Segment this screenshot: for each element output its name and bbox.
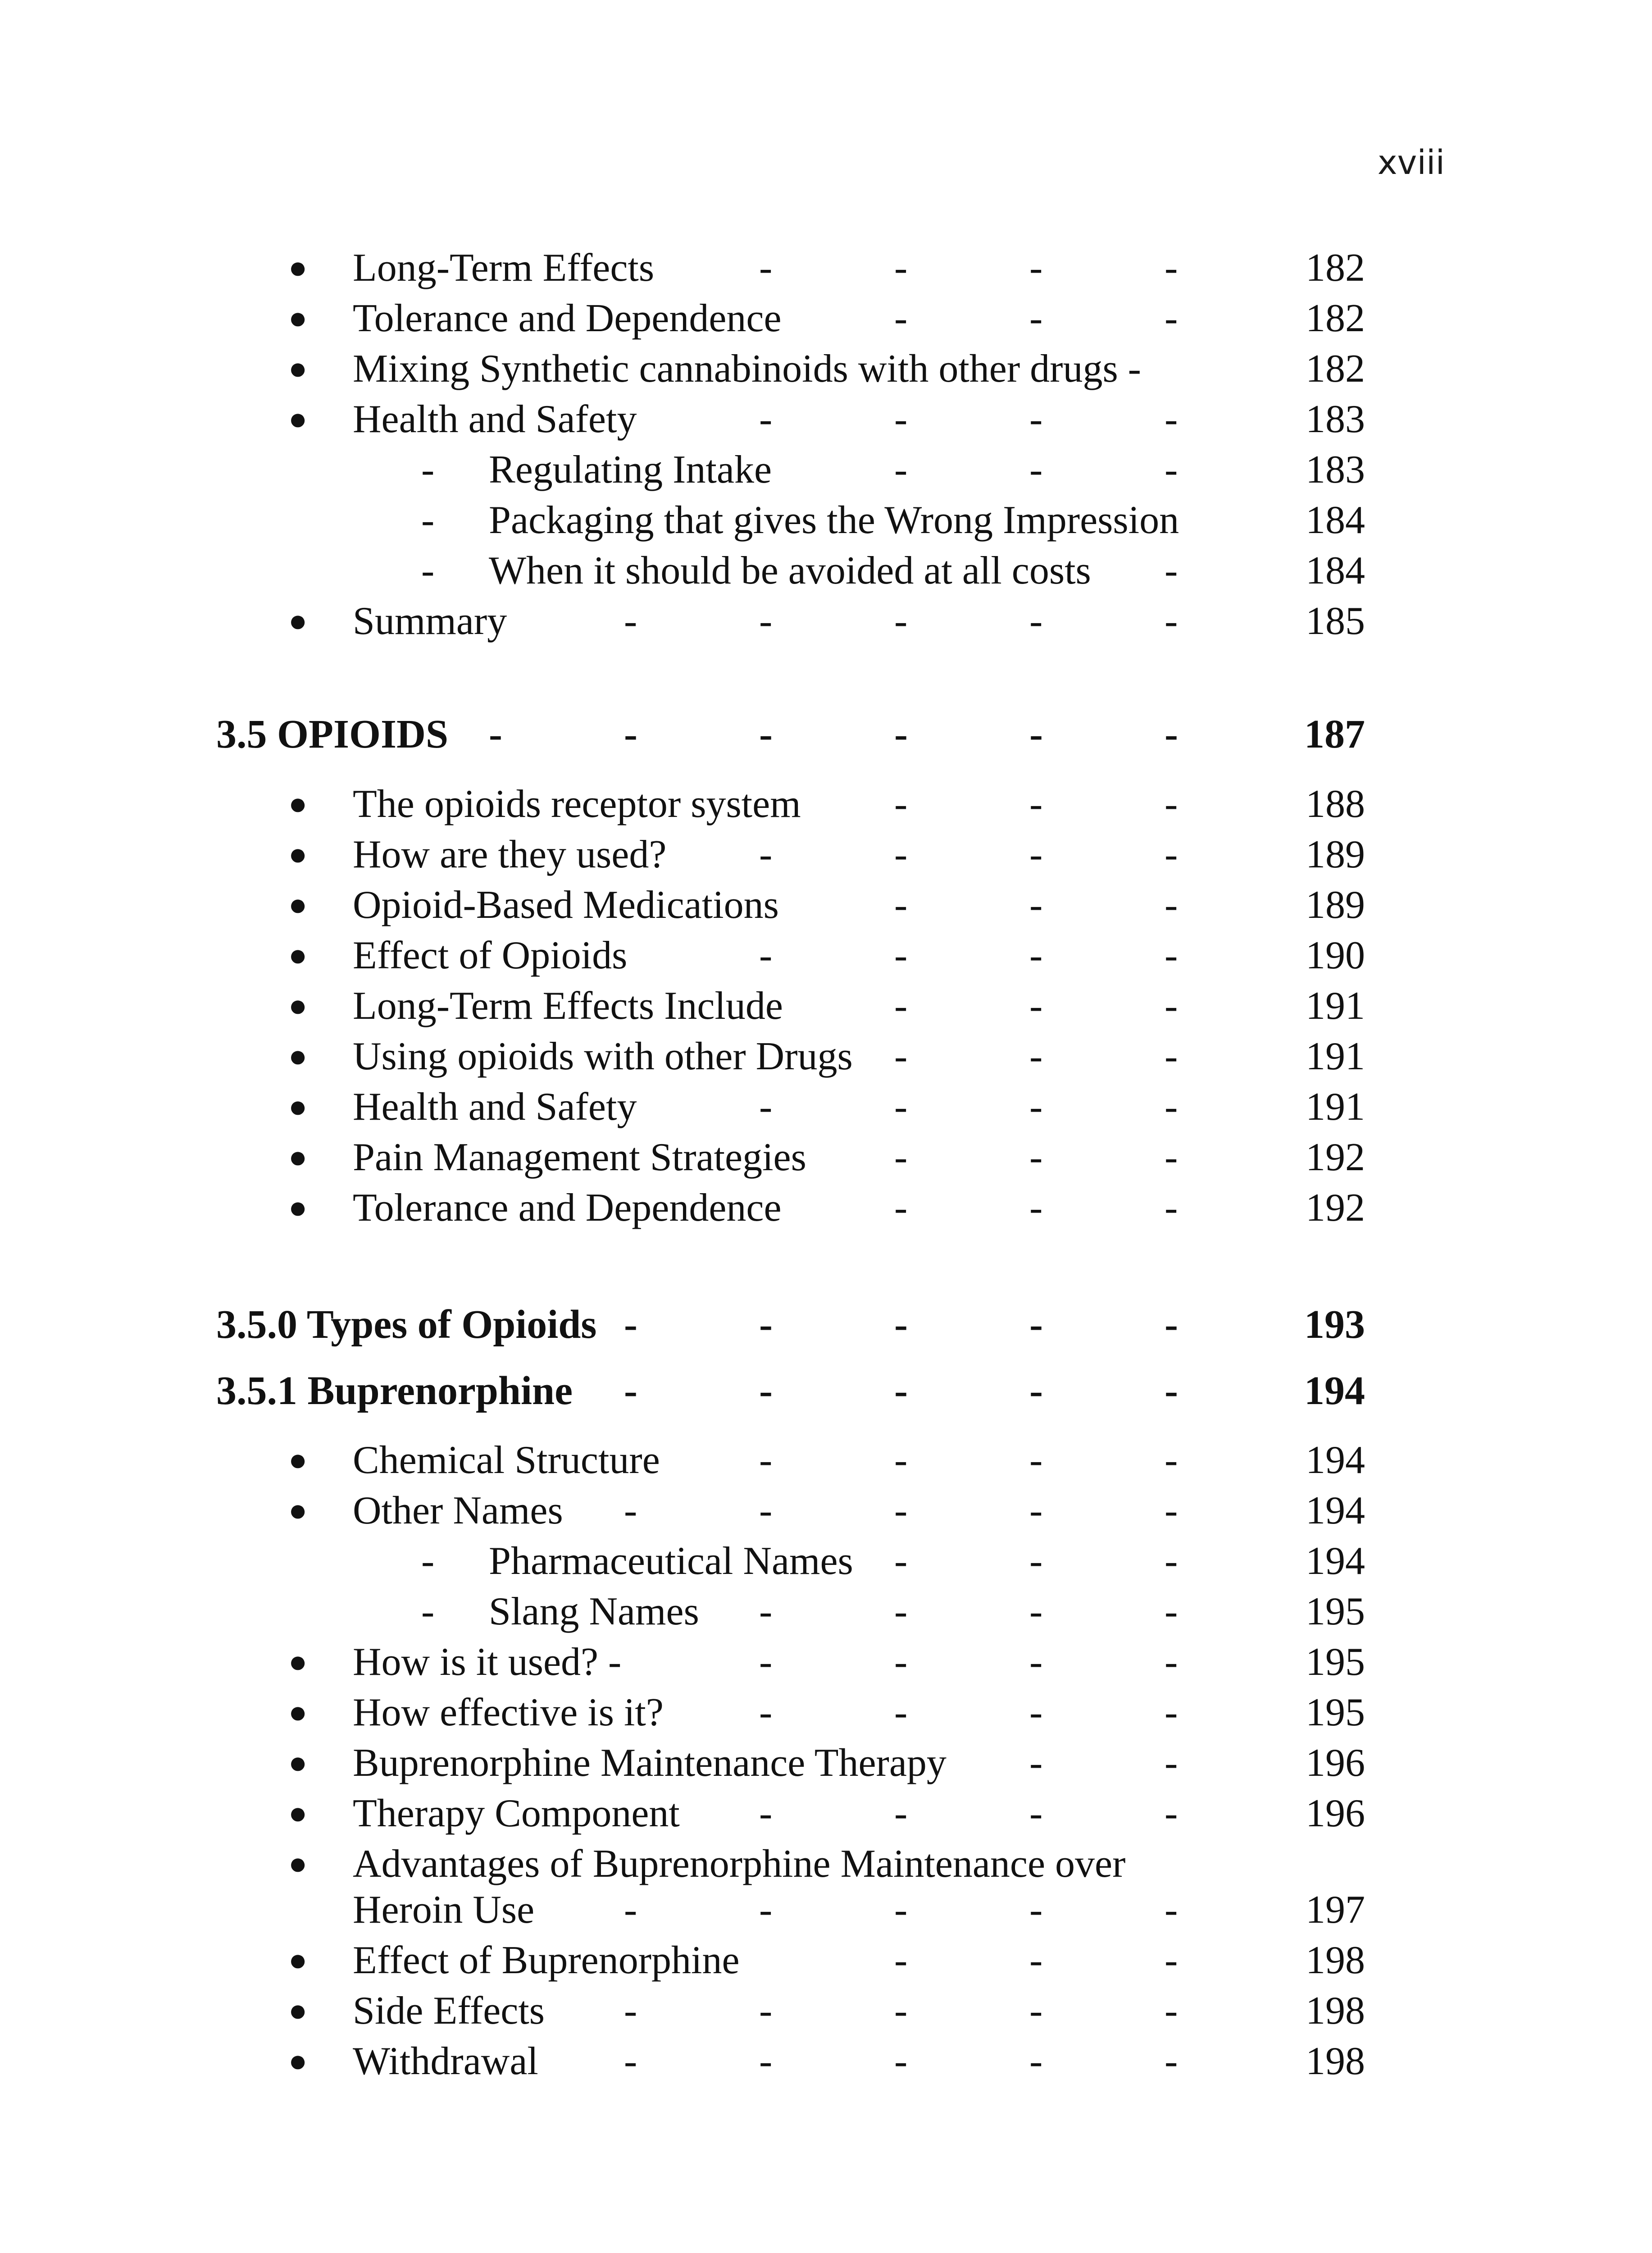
- leader-dash: -: [894, 1302, 908, 1347]
- leader-dash: -: [1165, 1438, 1178, 1482]
- leader-dash: -: [1029, 448, 1043, 492]
- toc-entry: [0, 931, 1652, 981]
- leader-dash: -: [1165, 296, 1178, 340]
- bullet-icon: ●: [288, 1645, 308, 1679]
- toc-entry: [0, 1082, 1652, 1132]
- leader-dash: -: [759, 246, 773, 290]
- leader-dash: -: [894, 448, 908, 492]
- toc-entry-label: Tolerance and Dependence: [353, 296, 782, 340]
- toc-page-number: 191: [1306, 1035, 1365, 1078]
- leader-dash: -: [1029, 296, 1043, 340]
- leader-dash: -: [894, 1691, 908, 1734]
- leader-dash: -: [759, 833, 773, 876]
- toc-page-number: 192: [1306, 1136, 1365, 1179]
- toc-entry: [0, 1637, 1652, 1687]
- leader-dash: -: [1029, 833, 1043, 876]
- toc-page-number: 193: [1304, 1302, 1365, 1347]
- leader-dash: -: [1029, 1741, 1043, 1785]
- toc-entry-label: The opioids receptor system: [353, 782, 801, 826]
- toc-entry-label: Other Names: [353, 1489, 563, 1532]
- leader-dash: -: [759, 1085, 773, 1129]
- toc-page-number: 183: [1306, 448, 1365, 492]
- toc-entry-label: 3.5 OPIOIDS: [216, 712, 449, 757]
- bullet-icon: ●: [288, 1847, 308, 1881]
- leader-dash: -: [894, 934, 908, 977]
- toc-page-number: 191: [1306, 1085, 1365, 1129]
- leader-dash: -: [1165, 246, 1178, 290]
- toc-entry: [0, 1688, 1652, 1738]
- toc-heading: [0, 710, 1652, 759]
- toc-entry: [0, 1986, 1652, 2036]
- sub-item-dash-icon: -: [421, 448, 435, 492]
- toc-entry: [0, 1032, 1652, 1081]
- leader-dash: -: [1165, 1136, 1178, 1179]
- toc-entry: [0, 395, 1652, 444]
- bullet-icon: ●: [288, 1090, 308, 1124]
- toc-entry: [0, 1885, 1652, 1935]
- leader-dash: -: [759, 397, 773, 441]
- toc-entry-label: Summary: [353, 599, 507, 643]
- leader-dash: -: [1029, 1539, 1043, 1583]
- leader-dash: -: [759, 1792, 773, 1835]
- toc-entry-label: Long-Term Effects: [353, 246, 655, 290]
- toc-entry: [0, 1133, 1652, 1182]
- toc-entry-label: Packaging that gives the Wrong Impression: [489, 498, 1179, 542]
- leader-dash: -: [1165, 1186, 1178, 1230]
- toc-entry-label: Buprenorphine Maintenance Therapy: [353, 1741, 947, 1785]
- toc-entry: [0, 496, 1652, 545]
- leader-dash: -: [1029, 1186, 1043, 1230]
- leader-dash: -: [1029, 397, 1043, 441]
- leader-dash: -: [894, 296, 908, 340]
- toc-page-number: 190: [1306, 934, 1365, 977]
- leader-dash: -: [1165, 2039, 1178, 2083]
- leader-dash: -: [1165, 1302, 1178, 1347]
- leader-dash: -: [1165, 712, 1178, 757]
- leader-dash: -: [894, 2039, 908, 2083]
- leader-dash: -: [1029, 883, 1043, 927]
- leader-dash: -: [624, 1489, 637, 1532]
- leader-dash: -: [1165, 1368, 1178, 1413]
- toc-heading: [0, 1300, 1652, 1350]
- toc-entry: [0, 243, 1652, 293]
- toc-heading: [0, 1366, 1652, 1416]
- toc-entry: [0, 981, 1652, 1031]
- sub-item-dash-icon: -: [421, 549, 435, 593]
- toc-entry: [0, 1839, 1652, 1889]
- toc-entry-label: How is it used? -: [353, 1640, 622, 1684]
- leader-dash: -: [759, 712, 773, 757]
- leader-dash: -: [894, 883, 908, 927]
- toc-entry: [0, 780, 1652, 829]
- toc-page-number: 184: [1306, 549, 1365, 593]
- leader-dash: -: [1029, 934, 1043, 977]
- leader-dash: -: [1165, 833, 1178, 876]
- toc-page-number: 187: [1304, 712, 1365, 757]
- leader-dash: -: [1165, 397, 1178, 441]
- leader-dash: -: [1029, 599, 1043, 643]
- leader-dash: -: [1029, 1640, 1043, 1684]
- toc-page-number: 198: [1306, 1989, 1365, 2033]
- toc-page-number: 192: [1306, 1186, 1365, 1230]
- bullet-icon: ●: [288, 1943, 308, 1978]
- toc-entry: [0, 1486, 1652, 1536]
- leader-dash: -: [1165, 549, 1178, 593]
- bullet-icon: ●: [288, 2044, 308, 2079]
- leader-dash: -: [894, 397, 908, 441]
- bullet-icon: ●: [288, 1746, 308, 1780]
- bullet-icon: ●: [288, 989, 308, 1023]
- leader-dash: -: [1165, 599, 1178, 643]
- toc-entry: [0, 344, 1652, 394]
- toc-entry-label: Withdrawal: [353, 2039, 538, 2083]
- bullet-icon: ●: [288, 1039, 308, 1074]
- leader-dash: -: [759, 2039, 773, 2083]
- leader-dash: -: [759, 1888, 773, 1932]
- leader-dash: -: [1165, 1691, 1178, 1734]
- leader-dash: -: [1165, 1085, 1178, 1129]
- leader-dash: -: [1165, 448, 1178, 492]
- leader-dash: -: [1165, 1590, 1178, 1633]
- leader-dash: -: [894, 1136, 908, 1179]
- toc-page-number: 195: [1306, 1590, 1365, 1633]
- leader-dash: -: [624, 2039, 637, 2083]
- toc-page-number: 183: [1306, 397, 1365, 441]
- toc-entry-label: Advantages of Buprenorphine Maintenance over: [353, 1842, 1126, 1886]
- toc-page-number: 189: [1306, 883, 1365, 927]
- bullet-icon: ●: [288, 1993, 308, 2028]
- bullet-icon: ●: [288, 1796, 308, 1831]
- toc-entry-label: Slang Names: [489, 1590, 699, 1633]
- leader-dash: -: [1165, 1741, 1178, 1785]
- leader-dash: -: [1165, 1539, 1178, 1583]
- toc-page-number: 194: [1304, 1368, 1365, 1413]
- leader-dash: -: [759, 1989, 773, 2033]
- leader-dash: -: [894, 246, 908, 290]
- sub-item-dash-icon: -: [421, 1539, 435, 1583]
- leader-dash: -: [1029, 1438, 1043, 1482]
- leader-dash: -: [624, 712, 637, 757]
- page-number: xviii: [1377, 143, 1445, 182]
- toc-page-number: 191: [1306, 984, 1365, 1028]
- toc-entry-label: 3.5.0 Types of Opioids: [216, 1302, 597, 1347]
- leader-dash: -: [1029, 984, 1043, 1028]
- toc-entry-label: Tolerance and Dependence: [353, 1186, 782, 1230]
- leader-dash: -: [1029, 1792, 1043, 1835]
- leader-dash: -: [1165, 1989, 1178, 2033]
- toc-entry: [0, 445, 1652, 495]
- toc-entry-label: How effective is it?: [353, 1691, 664, 1734]
- toc-entry-label: Mixing Synthetic cannabinoids with other drugs -: [353, 347, 1141, 391]
- leader-dash: -: [894, 1888, 908, 1932]
- leader-dash: -: [894, 1989, 908, 2033]
- leader-dash: -: [1165, 883, 1178, 927]
- leader-dash: -: [759, 599, 773, 643]
- leader-dash: -: [894, 1539, 908, 1583]
- leader-dash: -: [1165, 1489, 1178, 1532]
- toc-page-number: 185: [1306, 599, 1365, 643]
- toc-entry: [0, 1936, 1652, 1985]
- bullet-icon: ●: [288, 251, 308, 285]
- leader-dash: -: [894, 712, 908, 757]
- toc-entry: [0, 294, 1652, 343]
- leader-dash: -: [624, 1368, 637, 1413]
- leader-dash: -: [1029, 1888, 1043, 1932]
- leader-dash: -: [894, 833, 908, 876]
- toc-entry-label: Pharmaceutical Names: [489, 1539, 853, 1583]
- leader-dash: -: [1029, 1136, 1043, 1179]
- toc-entry-label: 3.5.1 Buprenorphine: [216, 1368, 573, 1413]
- toc-page-number: 182: [1306, 246, 1365, 290]
- toc-entry-label: Pain Management Strategies: [353, 1136, 806, 1179]
- leader-dash: -: [759, 1368, 773, 1413]
- leader-dash: -: [1029, 1035, 1043, 1078]
- toc-page-number: 195: [1306, 1640, 1365, 1684]
- sub-item-dash-icon: -: [421, 498, 435, 542]
- leader-dash: -: [894, 1590, 908, 1633]
- toc-entry: [0, 1738, 1652, 1788]
- bullet-icon: ●: [288, 1695, 308, 1730]
- leader-dash: -: [1029, 1085, 1043, 1129]
- bullet-icon: ●: [288, 938, 308, 973]
- toc-entry: [0, 1183, 1652, 1233]
- toc-page-number: 196: [1306, 1741, 1365, 1785]
- leader-dash: -: [894, 782, 908, 826]
- leader-dash: -: [759, 1691, 773, 1734]
- leader-dash: -: [1165, 1035, 1178, 1078]
- leader-dash: -: [1165, 934, 1178, 977]
- toc-page-number: 198: [1306, 1938, 1365, 1982]
- bullet-icon: ●: [288, 1443, 308, 1478]
- toc-entry: [0, 1537, 1652, 1586]
- toc-entry-label: When it should be avoided at all costs: [489, 549, 1091, 593]
- toc-page-number: 194: [1306, 1539, 1365, 1583]
- leader-dash: -: [624, 1989, 637, 2033]
- leader-dash: -: [894, 599, 908, 643]
- toc-page-number: 184: [1306, 498, 1365, 542]
- toc-entry-label: Effect of Opioids: [353, 934, 628, 977]
- toc-page-number: 182: [1306, 296, 1365, 340]
- leader-dash: -: [1029, 1368, 1043, 1413]
- sub-item-dash-icon: -: [421, 1590, 435, 1633]
- toc-entry-label: Using opioids with other Drugs: [353, 1035, 853, 1078]
- bullet-icon: ●: [288, 787, 308, 821]
- leader-dash: -: [624, 1302, 637, 1347]
- bullet-icon: ●: [288, 604, 308, 639]
- leader-dash: -: [759, 1302, 773, 1347]
- leader-dash: -: [1165, 984, 1178, 1028]
- leader-dash: -: [759, 934, 773, 977]
- leader-dash: -: [1165, 1640, 1178, 1684]
- leader-dash: -: [894, 1438, 908, 1482]
- leader-dash: -: [1029, 2039, 1043, 2083]
- toc-entry-label: Opioid-Based Medications: [353, 883, 779, 927]
- toc-page-number: 194: [1306, 1438, 1365, 1482]
- leader-dash: -: [894, 1489, 908, 1532]
- leader-dash: -: [624, 599, 637, 643]
- toc-entry: [0, 2037, 1652, 2086]
- leader-dash: -: [489, 712, 502, 757]
- toc-page-number: 198: [1306, 2039, 1365, 2083]
- toc-page-number: 189: [1306, 833, 1365, 876]
- leader-dash: -: [1029, 712, 1043, 757]
- leader-dash: -: [1165, 1888, 1178, 1932]
- toc-entry: [0, 1789, 1652, 1838]
- leader-dash: -: [894, 1938, 908, 1982]
- toc-entry-label: Long-Term Effects Include: [353, 984, 783, 1028]
- leader-dash: -: [894, 984, 908, 1028]
- toc-entry-label: Heroin Use: [353, 1888, 535, 1932]
- leader-dash: -: [1029, 782, 1043, 826]
- leader-dash: -: [894, 1792, 908, 1835]
- toc-entry: [0, 597, 1652, 646]
- leader-dash: -: [1165, 1792, 1178, 1835]
- toc-page-number: 197: [1306, 1888, 1365, 1932]
- leader-dash: -: [1029, 1691, 1043, 1734]
- leader-dash: -: [1029, 1989, 1043, 2033]
- bullet-icon: ●: [288, 301, 308, 336]
- toc-entry-label: Regulating Intake: [489, 448, 772, 492]
- bullet-icon: ●: [288, 888, 308, 922]
- toc-entry: [0, 546, 1652, 596]
- toc-page-number: 196: [1306, 1792, 1365, 1835]
- bullet-icon: ●: [288, 837, 308, 872]
- toc-entry-label: Chemical Structure: [353, 1438, 660, 1482]
- bullet-icon: ●: [288, 1190, 308, 1225]
- leader-dash: -: [1029, 246, 1043, 290]
- leader-dash: -: [759, 1640, 773, 1684]
- leader-dash: -: [759, 1590, 773, 1633]
- toc-page-number: 188: [1306, 782, 1365, 826]
- leader-dash: -: [894, 1186, 908, 1230]
- toc-entry-label: Effect of Buprenorphine: [353, 1938, 740, 1982]
- toc-entry: [0, 880, 1652, 930]
- toc-entry: [0, 830, 1652, 880]
- leader-dash: -: [759, 1489, 773, 1532]
- leader-dash: -: [759, 1438, 773, 1482]
- bullet-icon: ●: [288, 351, 308, 386]
- leader-dash: -: [894, 1085, 908, 1129]
- toc-entry: [0, 1436, 1652, 1485]
- toc-page-number: 195: [1306, 1691, 1365, 1734]
- leader-dash: -: [624, 1888, 637, 1932]
- leader-dash: -: [1029, 1302, 1043, 1347]
- leader-dash: -: [1029, 1938, 1043, 1982]
- leader-dash: -: [894, 1368, 908, 1413]
- bullet-icon: ●: [288, 402, 308, 437]
- toc-entry-label: Health and Safety: [353, 397, 637, 441]
- leader-dash: -: [1165, 1938, 1178, 1982]
- toc-entry-label: Side Effects: [353, 1989, 545, 2033]
- leader-dash: -: [894, 1640, 908, 1684]
- bullet-icon: ●: [288, 1493, 308, 1528]
- bullet-icon: ●: [288, 1140, 308, 1175]
- toc-entry-label: How are they used?: [353, 833, 667, 876]
- toc-entry-label: Therapy Component: [353, 1792, 680, 1835]
- toc-page-number: 194: [1306, 1489, 1365, 1532]
- toc-entry-label: Health and Safety: [353, 1085, 637, 1129]
- toc-entry: [0, 1587, 1652, 1637]
- leader-dash: -: [1029, 1590, 1043, 1633]
- leader-dash: -: [1165, 782, 1178, 826]
- leader-dash: -: [894, 1035, 908, 1078]
- toc-page-number: 182: [1306, 347, 1365, 391]
- leader-dash: -: [1029, 1489, 1043, 1532]
